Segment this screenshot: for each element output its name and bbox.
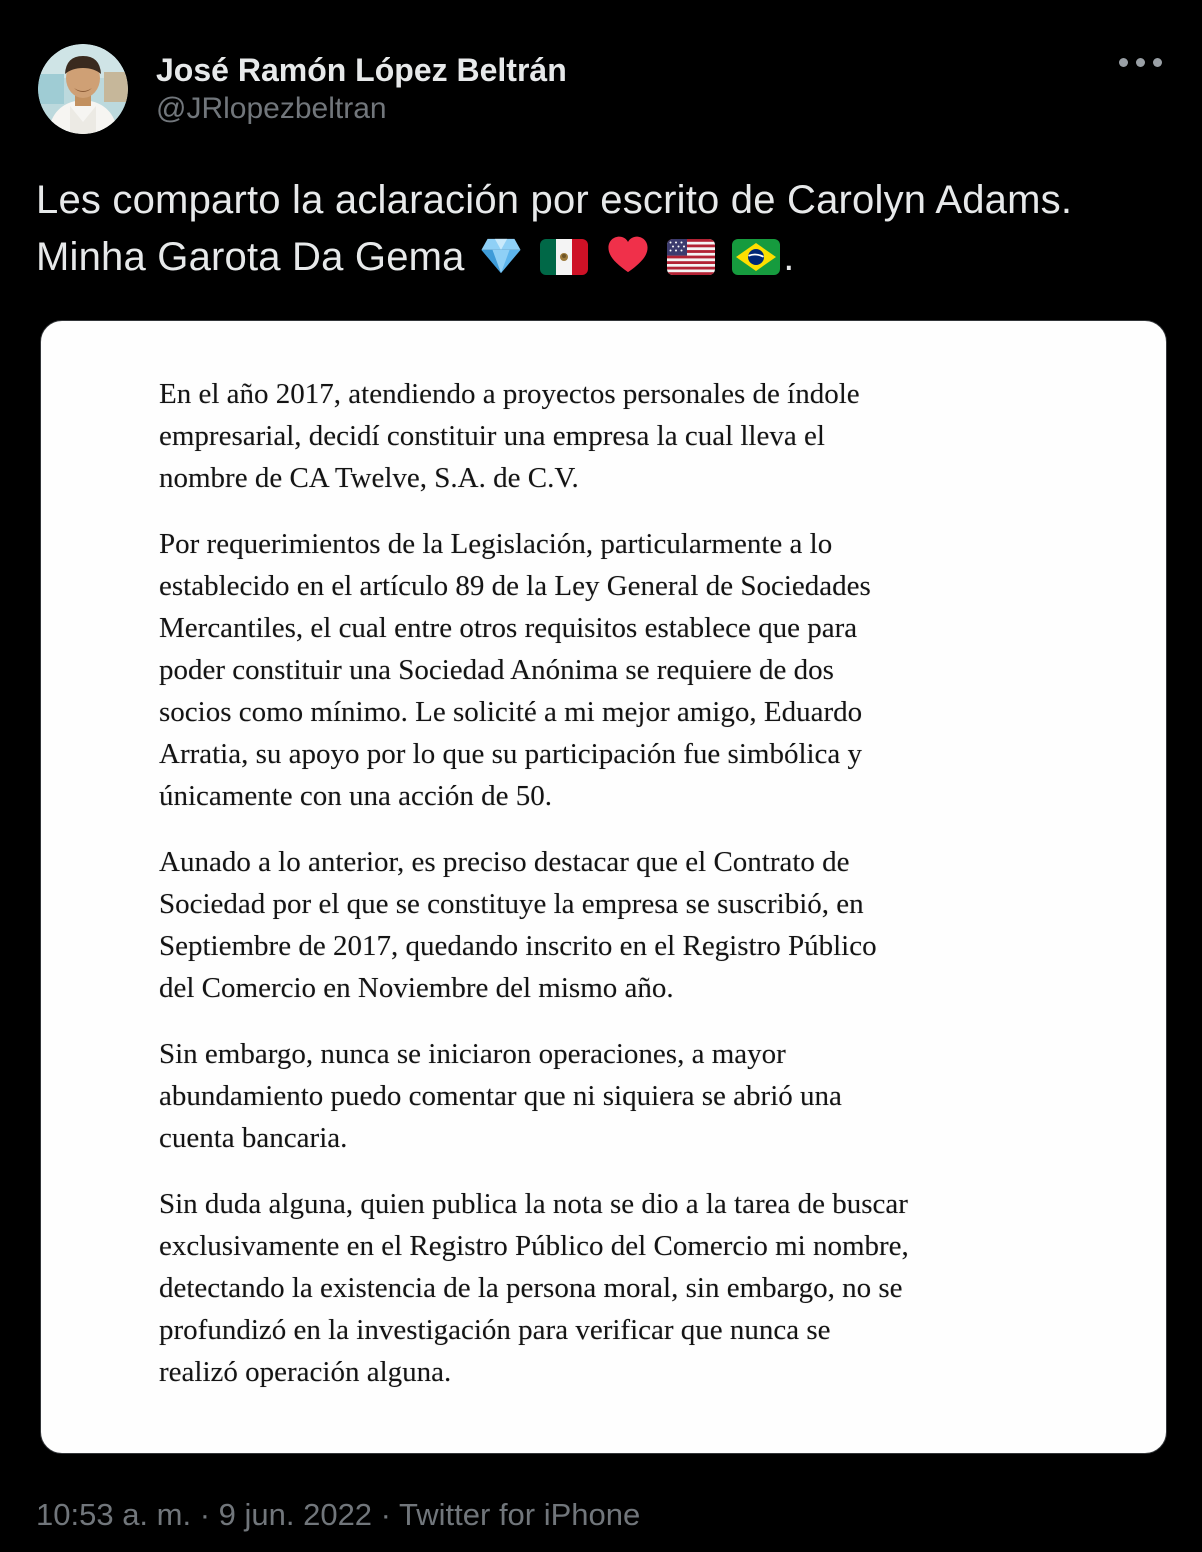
- tweet-header: [0, 0, 1202, 134]
- avatar[interactable]: [38, 44, 128, 134]
- tweet-timestamp: 10:53 a. m. · 9 jun. 2022 · Twitter for iPhone: [36, 1497, 641, 1532]
- more-horizontal-icon: [1153, 58, 1162, 67]
- document-line: Septiembre de 2017, quedando inscrito en el Registro Público: [159, 930, 877, 962]
- user-identity[interactable]: [156, 44, 567, 128]
- tweet-text: [36, 172, 1126, 286]
- document-line: Mercantiles, el cual entre otros requisitos establece que para: [159, 612, 858, 644]
- gem-stone-icon: [479, 236, 523, 276]
- flag-brazil-icon: [732, 238, 780, 276]
- document-line: En el año 2017, atendiendo a proyectos personales de índole: [159, 378, 860, 410]
- document-line: Sociedad por el que se constituye la empresa se suscribió, en: [159, 888, 864, 920]
- tweet-text-suffix: .: [783, 235, 795, 279]
- avatar-photo: [38, 44, 128, 134]
- document-line: establecido en el artículo 89 de la Ley General de Sociedades: [159, 570, 871, 602]
- more-horizontal-icon: [1119, 58, 1128, 67]
- more-options-button[interactable]: [1115, 44, 1166, 81]
- document-line: Arratia, su apoyo por lo que su participación fue simbólica y: [159, 738, 863, 770]
- document-line: Sin duda alguna, quien publica la nota se dio a la tarea de buscar: [159, 1188, 908, 1220]
- document-line: Aunado a lo anterior, es preciso destacar que el Contrato de: [159, 846, 850, 878]
- document-line: únicamente con una acción de 50.: [159, 780, 552, 812]
- document-line: Por requerimientos de la Legislación, particularmente a lo: [159, 528, 833, 560]
- document-line: Sin embargo, nunca se iniciaron operaciones, a mayor: [159, 1038, 786, 1070]
- document-paragraph: [159, 841, 1108, 1009]
- display-name: José Ramón López Beltrán: [156, 52, 567, 88]
- attached-image[interactable]: [40, 320, 1167, 1454]
- document-line: empresarial, decidí constituir una empresa la cual lleva el: [159, 420, 825, 452]
- document-line: del Comercio en Noviembre del mismo año.: [159, 972, 674, 1004]
- tweet-text-content: Les comparto la aclaración por escrito de Carolyn Adams. Minha Garota Da Gema: [36, 178, 1073, 279]
- document-line: abundamiento puedo comentar que ni siquiera se abrió una: [159, 1080, 842, 1112]
- user-handle: @JRlopezbeltran: [156, 92, 387, 125]
- document-line: detectando la existencia de la persona moral, sin embargo, no se: [159, 1272, 903, 1304]
- document-line: realizó operación alguna.: [159, 1356, 452, 1388]
- flag-mexico-icon: [540, 238, 588, 276]
- document-line: socios como mínimo. Le solicité a mi mejor amigo, Eduardo: [159, 696, 863, 728]
- document-line: cuenta bancaria.: [159, 1122, 348, 1154]
- document-paragraph: [159, 1183, 1108, 1393]
- document-line: nombre de CA Twelve, S.A. de C.V.: [159, 462, 579, 494]
- document-line: exclusivamente en el Registro Público del Comercio mi nombre,: [159, 1230, 909, 1262]
- document-line: poder constituir una Sociedad Anónima se requiere de dos: [159, 654, 834, 686]
- document-paragraph: [159, 1033, 1108, 1159]
- document-paragraph: [159, 523, 1108, 817]
- red-heart-icon: [606, 234, 650, 276]
- document-paragraph: [159, 373, 1108, 499]
- more-horizontal-icon: [1136, 58, 1145, 67]
- flag-united-states-icon: [667, 238, 715, 276]
- document-line: profundizó en la investigación para verificar que nunca se: [159, 1314, 831, 1346]
- document-text: [159, 373, 1108, 1393]
